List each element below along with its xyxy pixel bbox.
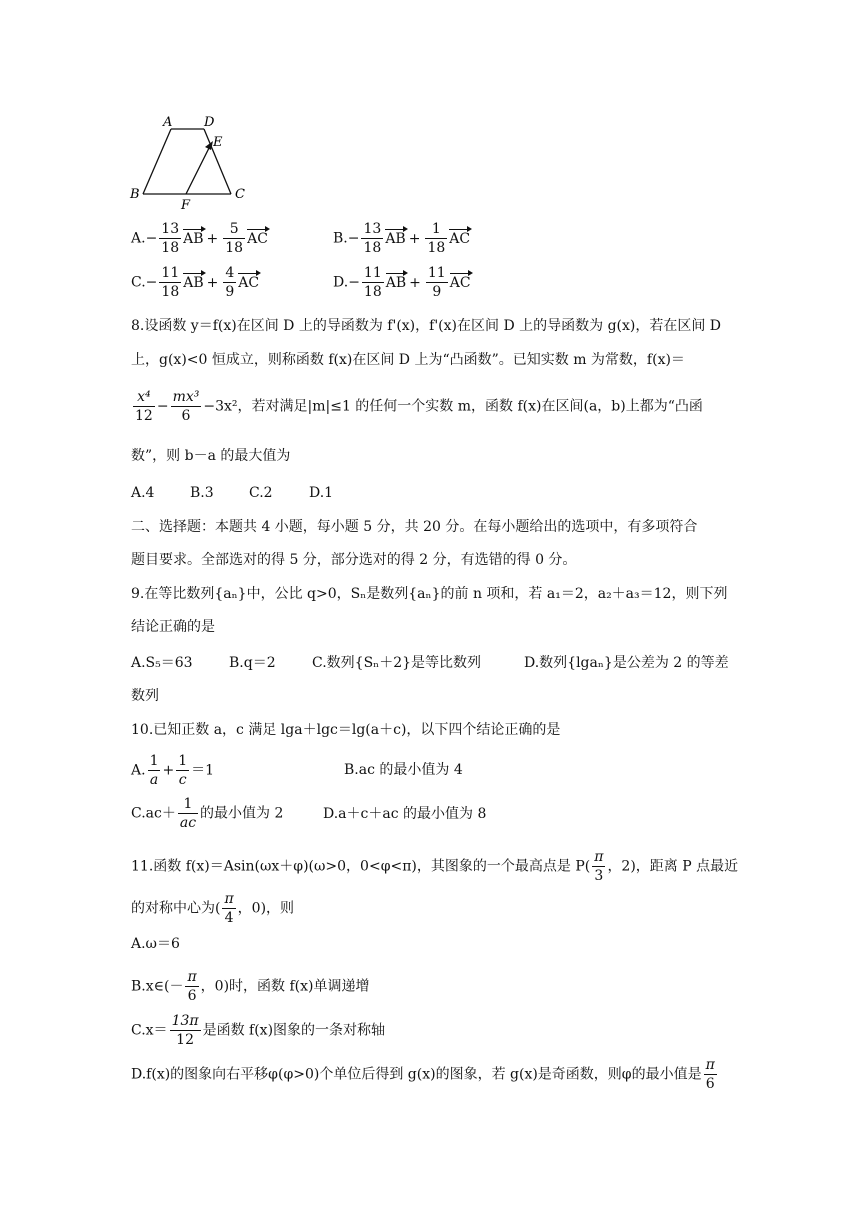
q7-option-d: D.− $\frac{11}{18}$ AB + $\frac{11}{9}$ AC [333, 265, 471, 300]
q11-line-2: 的对称中心为( $\frac{\pi}{4}$ ，0)，则 [131, 891, 295, 926]
q8-line-4: 数”，则 b－a 的最大值为 [131, 448, 291, 464]
q9-option-d: D.数列{lgaₙ}是公差为 2 的等差 [524, 655, 729, 671]
q10-option-a: A. $\frac{1}{a}$ + $\frac{1}{c}$ ＝1 [131, 753, 215, 788]
q7-option-b: B.− $\frac{13}{18}$ AB + $\frac{1}{18}$ AC [333, 221, 471, 256]
label-E: E [213, 135, 223, 150]
q9-option-c: C.数列{Sₙ＋2}是等比数列 [312, 655, 482, 671]
q11-option-a: A.ω＝6 [131, 936, 180, 952]
q8-option-b: B.3 [190, 485, 214, 501]
q10-option-c: C.ac＋ $\frac{1}{ac}$ 的最小值为 2 [131, 796, 284, 831]
q9-line-1: 9.在等比数列{aₙ}中，公比 q>0，Sₙ是数列{aₙ}的前 n 项和，若 a₁＝2，a₂＋a₃＝12，则下列 [131, 586, 728, 602]
q9-option-b: B.q＝2 [229, 655, 276, 671]
vector-FE [186, 144, 211, 194]
q9-option-a: A.S₅＝63 [131, 655, 193, 671]
q11-option-b: B.x∈(－ $\frac{\pi}{6}$ ，0)时，函数 f(x)单调递增 [131, 969, 370, 1004]
q11-option-d: D.f(x)的图象向右平移φ(φ>0)个单位后得到 g(x)的图象，若 g(x)是奇函数，则φ的最小值是 $\frac{\pi}{6}$ [131, 1057, 715, 1092]
q8-option-c: C.2 [249, 485, 273, 501]
label-A: A [163, 115, 173, 130]
q10-option-b: B.ac 的最小值为 4 [344, 762, 463, 778]
q8-line-1: 8.设函数 y＝f(x)在区间 D 上的导函数为 f'(x)，f'(x)在区间 D 上的导函数为 g(x)，若在区间 D [131, 318, 722, 334]
section2-line-2: 题目要求。全部选对的得 5 分，部分选对的得 2 分，有选错的得 0 分。 [131, 552, 577, 568]
label-C: C [235, 187, 245, 202]
q11-line-1: 11.函数 f(x)＝Asin(ωx＋φ)(ω>0，0<φ<π)，其图象的一个最高点是 P( $\frac{\pi}{3}$ ，2)，距离 P 点最近 [131, 849, 739, 884]
q7-option-c: C.− $\frac{11}{18}$ AB + $\frac{4}{9}$ AC [131, 265, 260, 300]
label-F: F [181, 198, 191, 210]
q8-line-2: 上，g(x)<0 恒成立，则称函数 f(x)在区间 D 上为“凸函数”。已知实数 m 为常数，f(x)＝ [131, 352, 685, 368]
q10-stem: 10.已知正数 a，c 满足 lga＋lgc＝lg(a＋c)，以下四个结论正确的是 [131, 722, 561, 738]
q9-option-d-cont: 数列 [131, 688, 159, 704]
label-D: D [204, 115, 215, 130]
q11-option-c: C.x＝ $\frac{13\pi}{12}$ 是函数 f(x)图象的一条对称轴 [131, 1013, 386, 1048]
q7-option-a: A.− $\frac{13}{18}$ AB + $\frac{5}{18}$ AC [131, 221, 268, 256]
section2-line-1: 二、选择题：本题共 4 小题，每小题 5 分，共 20 分。在每小题给出的选项中，有多项符合 [131, 519, 698, 535]
q8-line-3: $\frac{\text{x⁴}}{12}$ − $\frac{\text{mx³}}{6}$ −3x²，若对满足|m|≤1 的任何一个实数 m，函数 f(x)在区间(a，b)上都为“凸函 [135, 389, 703, 424]
q8-option-d: D.1 [309, 485, 334, 501]
q10-option-d: D.a＋c＋ac 的最小值为 8 [323, 806, 487, 822]
q8-option-a: A.4 [131, 485, 155, 501]
q9-line-2: 结论正确的是 [131, 619, 215, 635]
edge-AB [143, 129, 171, 194]
label-B: B [130, 187, 140, 202]
trapezoid-figure [128, 112, 258, 210]
